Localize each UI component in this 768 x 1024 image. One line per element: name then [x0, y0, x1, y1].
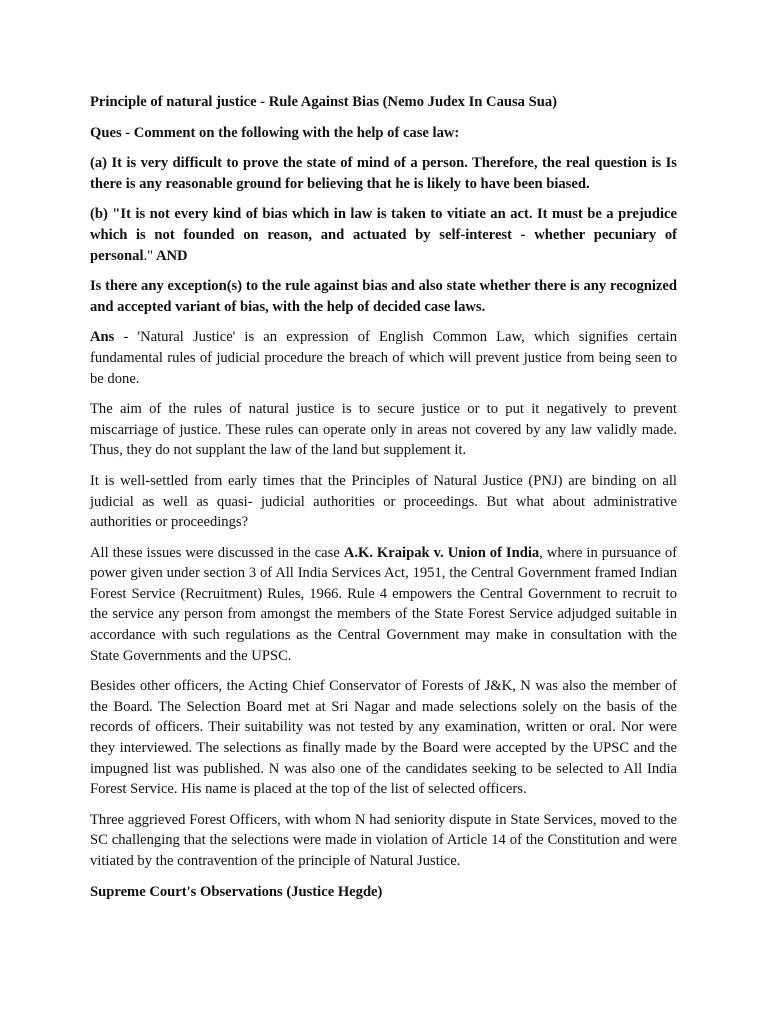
answer-paragraph — [90, 327, 677, 389]
question-b — [90, 204, 677, 266]
paragraph-officers: Besides other officers, the Acting Chief Conservator of Forests of J&K, N was also the member of the Board. The Selection Board met at Sri Nagar and made selections solely on the basis of the records of officers. Their suitability was not tested by any examination, written or oral. Nor were they interviewed. The selections as finally made by the Board were accepted by the UPSC and the impugned list was published. N was also one of the candidates seeking to be selected to All India Forest Service. His name is placed at the top of the list of selected officers. — [90, 678, 677, 798]
answer-label: Ans — [90, 329, 115, 346]
question-b-quote-end: ." — [143, 247, 154, 264]
question-c: Is there any exception(s) to the rule against bias and also state whether there is any recognized and accepted variant of bias, with the help of decided case laws. — [90, 278, 677, 315]
paragraph-case — [90, 543, 677, 667]
case-text-after: , where in pursuance of power given under section 3 of All India Services Act, 1951, the Central Government framed Indian Forest Service (Recruitment) Rules, 1966. Rule 4 empowers the Central Government to recruit to the service any person from amongst the members of the State Forest Service adjudged suitable in accordance with such regulations as the Central Government may make in consultation with the State Governments and the UPSC. — [90, 544, 677, 664]
answer-text: - 'Natural Justice' is an expression of English Common Law, which signifies certain fundamental rules of judicial procedure the breach of which will prevent justice from being seen to be done. — [90, 329, 677, 387]
question-b-text: (b) "It is not every kind of bias which in law is taken to vitiate an act. It must be a prejudice which is not founded on reason, and actuated by self-interest - whether pecuniary of personal — [90, 206, 677, 264]
document-heading: Principle of natural justice - Rule Against Bias (Nemo Judex In Causa Sua) — [90, 94, 558, 110]
paragraph-pnj: It is well-settled from early times that the Principles of Natural Justice (PNJ) are binding on all judicial as well as quasi- judicial authorities or proceedings. But what about administrative authorities or proceedings? — [90, 472, 677, 531]
paragraph-aggrieved: Three aggrieved Forest Officers, with whom N had seniority dispute in State Services, moved to the SC challenging that the selections were made in violation of Article 14 of the Constitution and were vitiated by the contravention of the principle of Natural Justice. — [90, 811, 677, 869]
case-name: A.K. Kraipak v. Union of India — [343, 544, 540, 561]
paragraph-aim: The aim of the rules of natural justice is to secure justice or to put it negatively to prevent miscarriage of justice. These rules can operate only in areas not covered by any law validly made. Thus, they do not supplant the law of the land but supplement it. — [90, 401, 677, 459]
observations-subheading: Supreme Court's Observations (Justice Hegde) — [90, 883, 383, 900]
document-page — [90, 92, 677, 912]
case-text-before: All these issues were discussed in the case — [90, 544, 344, 561]
question-intro: Ques - Comment on the following with the help of case law: — [90, 124, 460, 141]
question-a: (a) It is very difficult to prove the state of mind of a person. Therefore, the real question is Is there is any reasonable ground for believing that he is likely to have been biased. — [90, 155, 677, 192]
question-b-and: AND — [153, 247, 188, 264]
